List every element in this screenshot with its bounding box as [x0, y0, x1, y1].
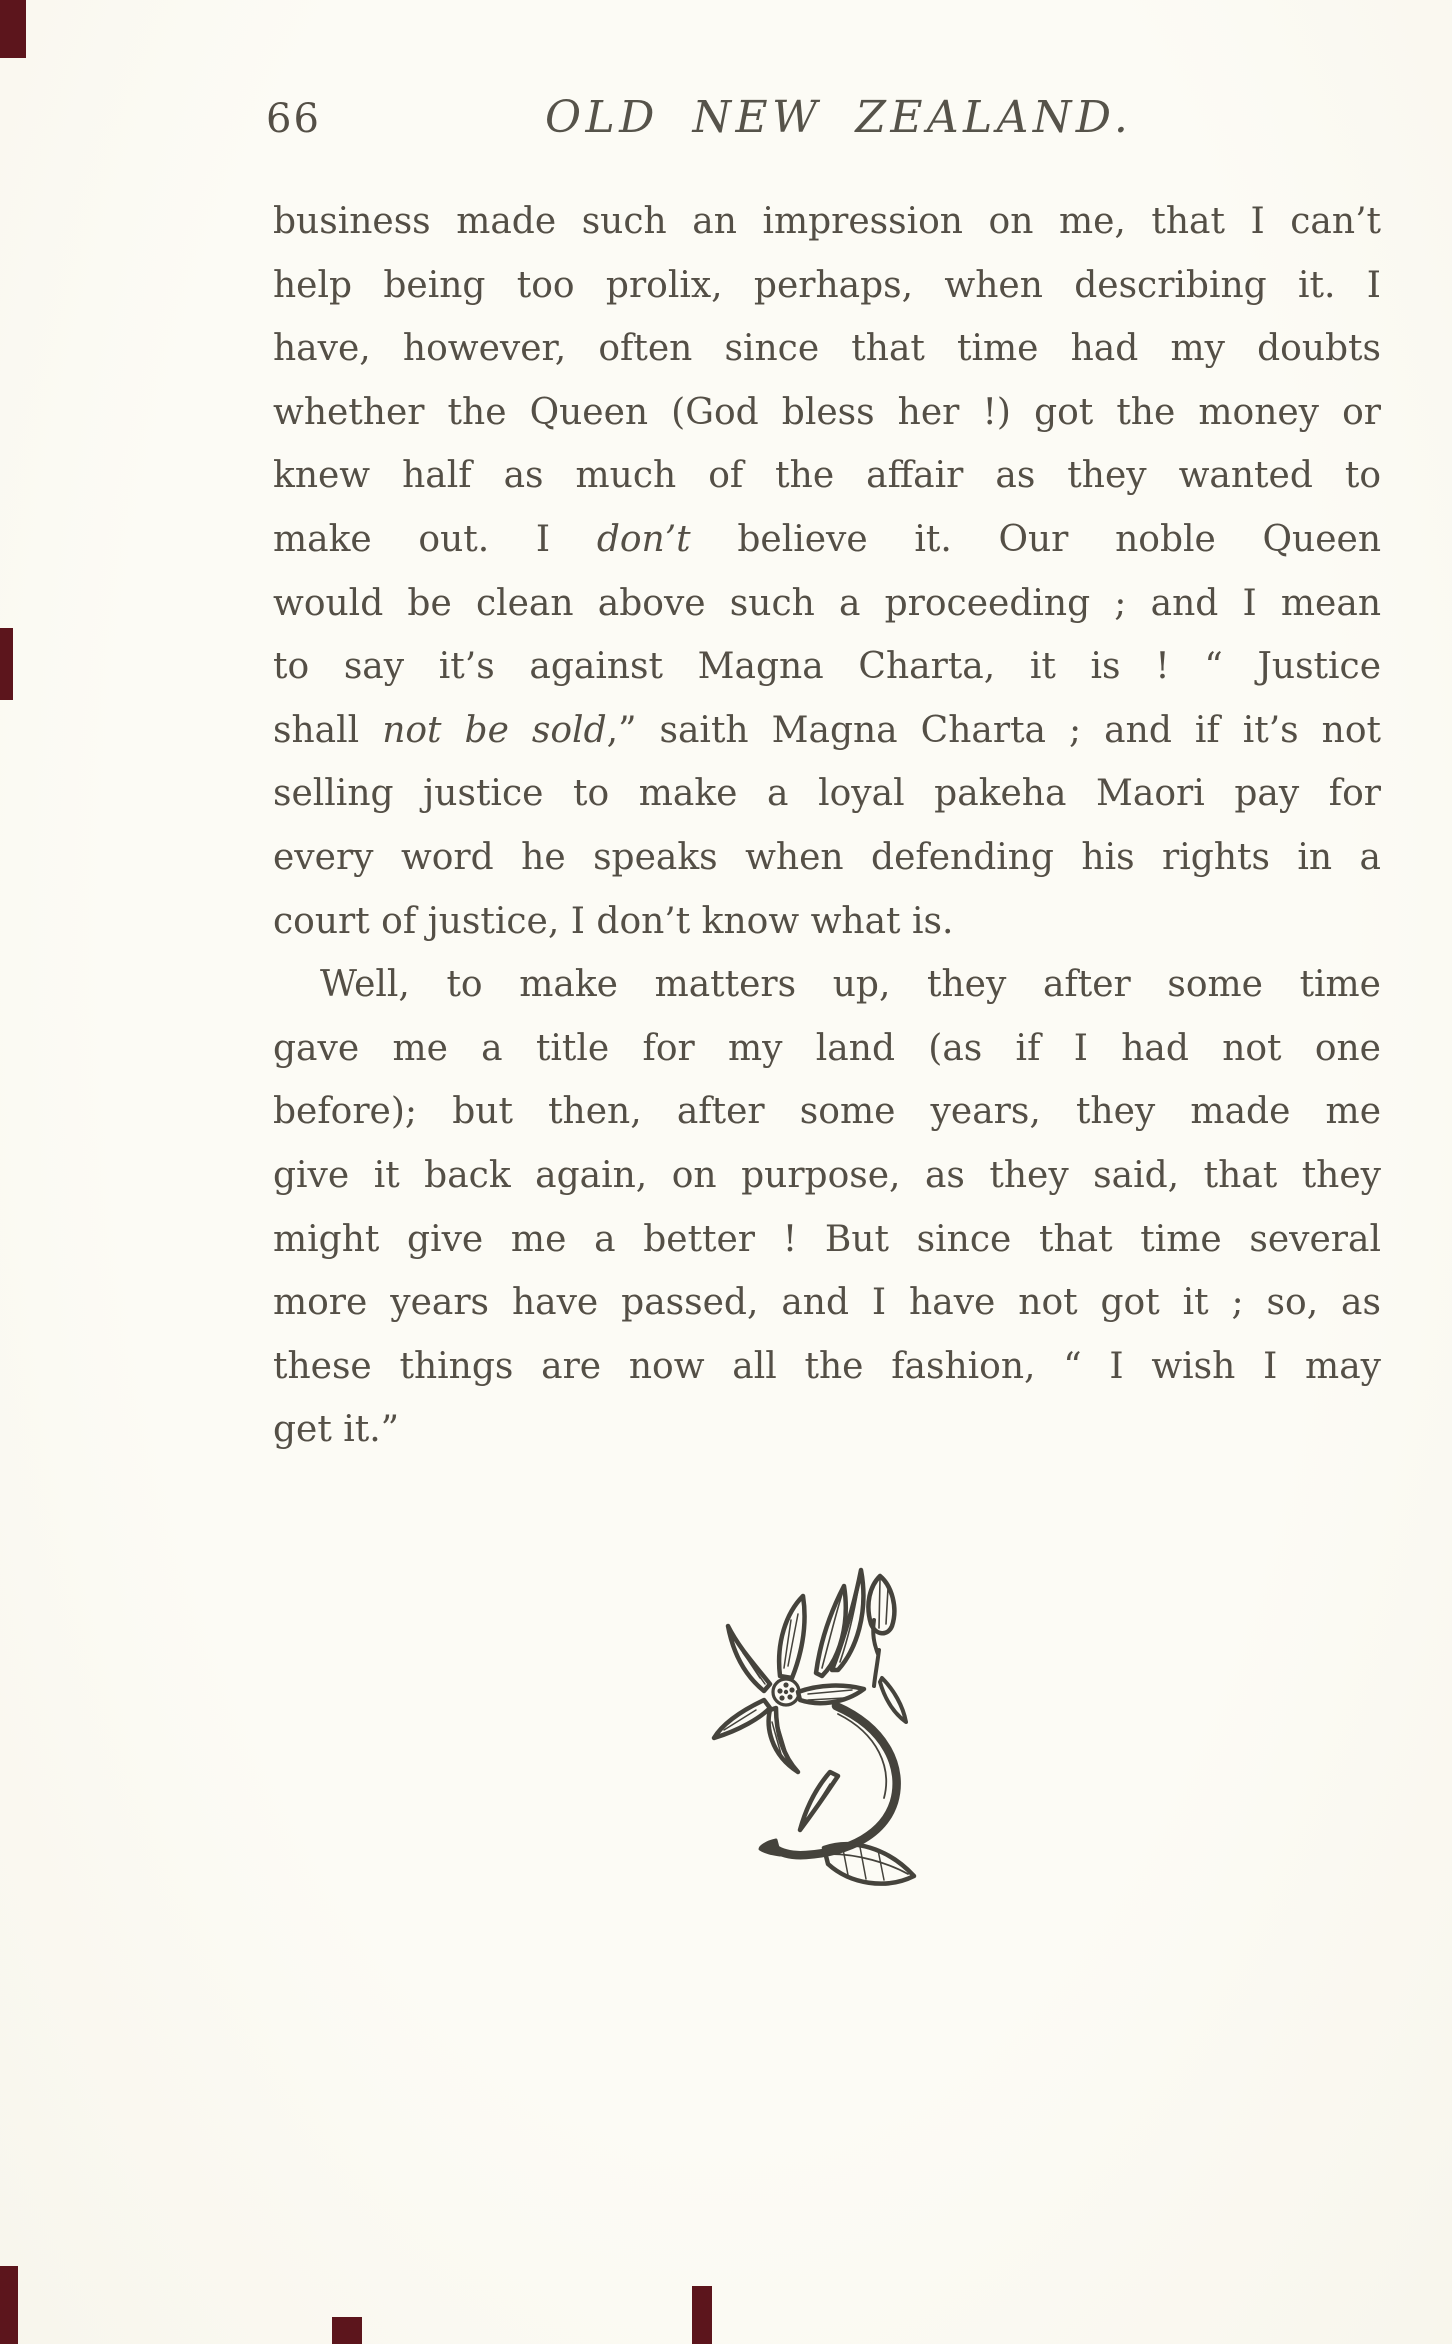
text-line: these things are now all the fashion, “ I wish I may: [273, 1345, 1381, 1387]
scan-edge-mark-bottom-left: [0, 2266, 18, 2344]
text-line: give it back again, on purpose, as they said, that they: [273, 1154, 1381, 1196]
text-line: court of justice, I don’t know what is.: [273, 900, 954, 942]
scan-edge-mark-left-middle: [0, 628, 13, 700]
text-line: shall not be sold,” saith Magna Charta ; and if it’s not: [273, 709, 1382, 751]
page-number: 66: [266, 96, 321, 142]
text-line: every word he speaks when defending his rights in a: [273, 836, 1381, 878]
text-line: before); but then, after some years, they made me: [273, 1091, 1381, 1133]
scan-edge-mark-bottom-b: [692, 2286, 712, 2344]
scan-edge-mark-bottom-a: [332, 2317, 362, 2344]
text-line: more years have passed, and I have not got it ; so, as: [273, 1282, 1381, 1324]
running-head: OLD NEW ZEALAND.: [545, 92, 1133, 143]
text-line: make out. I don’t believe it. Our noble Queen: [273, 518, 1381, 560]
text-line: help being too prolix, perhaps, when describing it. I: [273, 264, 1381, 306]
text-line: have, however, often since that time had my doubts: [273, 328, 1381, 370]
text-block: [273, 190, 1381, 1462]
text-line: would be clean above such a proceeding ; and I mean: [273, 582, 1381, 624]
text-line: gave me a title for my land (as if I had not one: [273, 1027, 1381, 1069]
text-line: whether the Queen (God bless her !) got the money or: [273, 391, 1381, 433]
text-line: get it.”: [273, 1409, 400, 1451]
text-line: business made such an impression on me, that I can’t: [273, 201, 1381, 242]
flower-vignette: [648, 1558, 998, 1928]
text-line: to say it’s against Magna Charta, it is ! “ Justice: [273, 646, 1381, 688]
text-line: selling justice to make a loyal pakeha Maori pay for: [273, 773, 1381, 815]
text-line: knew half as much of the affair as they wanted to: [273, 455, 1381, 497]
text-line: Well, to make matters up, they after some time: [320, 964, 1381, 1006]
text-line: might give me a better ! But since that time several: [273, 1218, 1381, 1260]
scan-edge-mark-top-left: [0, 0, 26, 58]
